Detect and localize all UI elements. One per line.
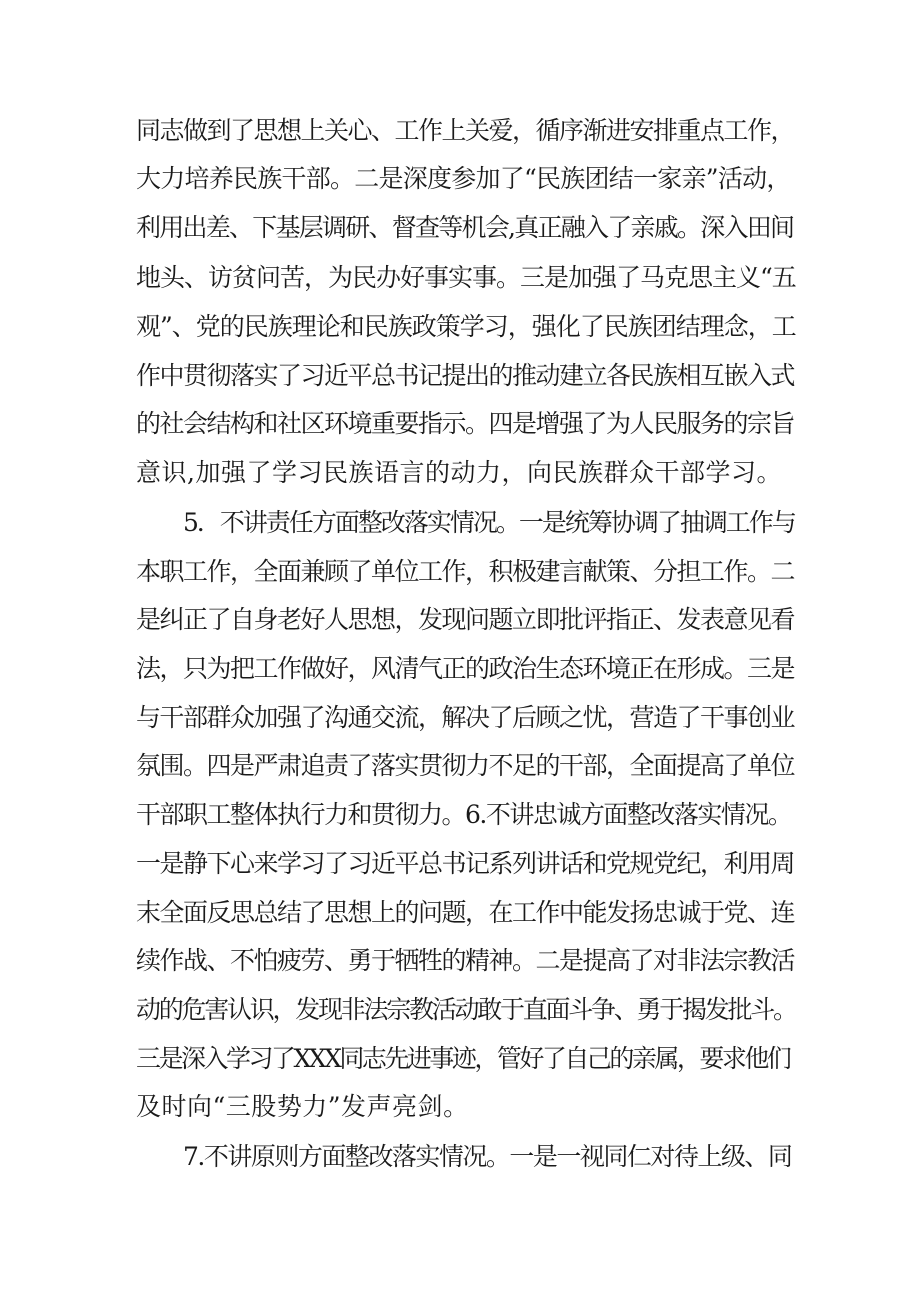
text-line: 法，只为把工作做好，风清气正的政治生态环境正在形成。三是 (136, 654, 795, 683)
text-line: 的社会结构和社区环境重要指示。四是增强了为人民服务的宗旨 (136, 409, 795, 438)
text-line: 观”、党的民族理论和民族政策学习，强化了民族团结理念，工 (136, 312, 796, 341)
text-line: 本职工作，全面兼顾了单位工作，积极建言献策、分担工作。二 (136, 557, 795, 586)
paragraph-start-line: 5．不讲责任方面整改落实情况。一是统筹协调了抽调工作与 (183, 508, 795, 537)
text-line: 大力培养民族干部。二是深度参加了“民族团结一家亲”活动， (136, 164, 791, 193)
text-line: 氛围。四是严肃追责了落实贯彻力不足的干部，全面提高了单位 (136, 751, 795, 780)
text-line: 末全面反思总结了思想上的问题，在工作中能发扬忠诚于党、连 (136, 898, 795, 927)
text-line: 同志做到了思想上关心、工作上关爱，循序渐进安排重点工作， (136, 116, 795, 145)
text-line: 动的危害认识，发现非法宗教活动敢于直面斗争、勇于揭发批斗。 (136, 995, 796, 1024)
text-line: 作中贯彻落实了习近平总书记提出的推动建立各民族相互嵌入式 (136, 361, 795, 390)
paragraph-start-line: 7.不讲原则方面整改落实情况。一是一视同仁对待上级、同 (183, 1142, 792, 1171)
text-line: 与干部群众加强了沟通交流，解决了后顾之忧，营造了干事创业 (136, 703, 795, 732)
text-line: 及时向“三股势力”发声亮剑。 (136, 1092, 469, 1121)
text-line: 是纠正了自身老好人思想，发现问题立即批评指正、发表意见看 (136, 605, 795, 634)
text-line: 干部职工整体执行力和贯彻力。6.不讲忠诚方面整改落实情况。 (136, 800, 792, 829)
text-line: 地头、访贫问苦，为民办好事实事。三是加强了马克思主义“五 (136, 263, 796, 292)
text-line: 意识,加强了学习民族语言的动力，向民族群众干部学习。 (136, 458, 782, 487)
text-line: 一是静下心来学习了习近平总书记系列讲话和党规党纪，利用周 (136, 849, 795, 878)
text-line: 续作战、不怕疲劳、勇于牺牲的精神。二是提高了对非法宗教活 (136, 946, 795, 975)
text-line: 利用出差、下基层调研、督查等机会,真正融入了亲戚。深入田间 (136, 213, 794, 242)
text-line: 三是深入学习了XXX同志先进事迹，管好了自己的亲属，要求他们 (136, 1044, 790, 1073)
